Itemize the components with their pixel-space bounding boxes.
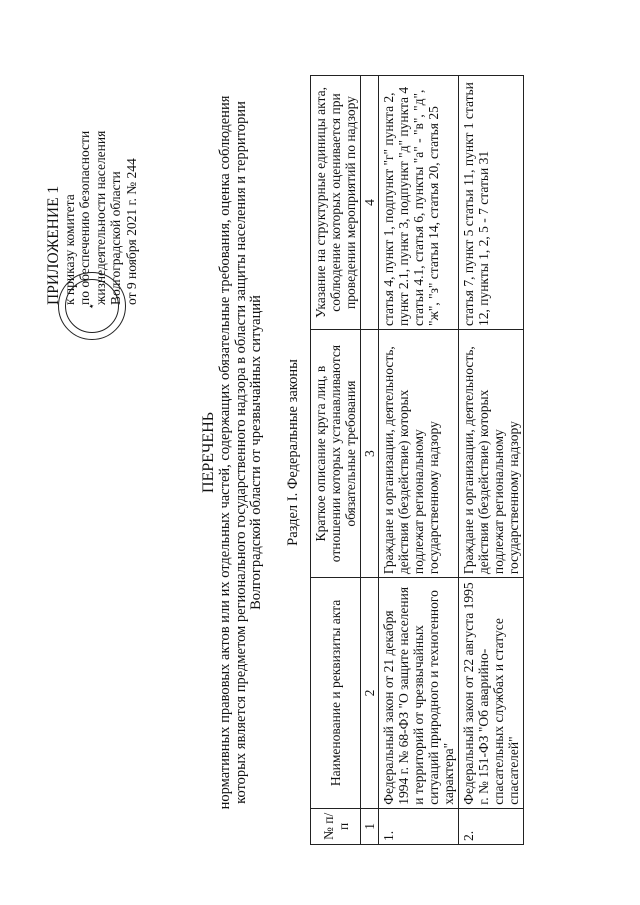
subjects-description: Граждане и организации, деятельность, действия (бездействие) которых подлежат региональному государственному надзору bbox=[379, 330, 459, 578]
official-seal-icon: ✦ bbox=[58, 272, 126, 340]
appendix-line: жизнедеятельности населения bbox=[92, 130, 108, 305]
column-number: 1 bbox=[361, 808, 379, 844]
acts-table bbox=[310, 75, 524, 845]
column-number: 3 bbox=[361, 330, 379, 578]
subjects-description: Граждане и организации, деятельность, действия (бездействие) которых подлежат региональному государственному надзору bbox=[459, 330, 524, 578]
subtitle-line: которых является предметом регионального государственного надзора в области защиты населения и территории bbox=[232, 101, 249, 804]
column-number: 2 bbox=[361, 578, 379, 809]
structural-units: статья 4, пункт 1, подпункт "г" пункта 2, пункт 2.1, пункт 3, подпункт "д" пункта 4 статьи 4.1, статья 6, пункты "а" - "в", "д", "ж", "з" статьи 14, статья 20, статья 25 bbox=[379, 76, 459, 330]
appendix-line: от 9 ноября 2021 г. № 244 bbox=[123, 158, 139, 305]
appendix-block bbox=[46, 50, 139, 305]
subtitle-line: нормативных правовых актов или их отдельных частей, содержащих обязательные требования, оценка соблюдения bbox=[217, 95, 233, 810]
subtitle-line: Волгоградской области от чрезвычайных ситуаций bbox=[248, 295, 264, 610]
appendix-line: Волгоградской области bbox=[108, 171, 123, 305]
document-title: ПЕРЕЧЕНЬ bbox=[200, 412, 217, 493]
row-number: 2. bbox=[459, 808, 524, 844]
header-cell: Краткое описание круга лиц, в отношении которых устанавливаются обязательные требования bbox=[311, 330, 361, 578]
document-subtitle bbox=[218, 0, 265, 905]
act-name: Федеральный закон от 21 декабря 1994 г. № 68-ФЗ "О защите населения и территорий от чрезвычайных ситуаций природного и техногенного характера" bbox=[379, 578, 459, 809]
act-name: Федеральный закон от 22 августа 1995 г. № 151-ФЗ "Об аварийно-спасательных службах и статусе спасателей" bbox=[459, 578, 524, 809]
table-row bbox=[379, 76, 459, 845]
appendix-title: ПРИЛОЖЕНИЕ 1 bbox=[45, 185, 62, 305]
column-number: 4 bbox=[361, 76, 379, 330]
appendix-line: к приказу комитета bbox=[61, 194, 77, 305]
appendix-line: по обеспечению безопасности bbox=[77, 130, 92, 305]
row-number: 1. bbox=[379, 808, 459, 844]
header-cell: Наименование и реквизиты акта bbox=[311, 578, 361, 809]
section-heading: Раздел I. Федеральные законы bbox=[285, 359, 301, 546]
column-number-row bbox=[361, 76, 379, 845]
table-row bbox=[459, 76, 524, 845]
structural-units: статья 7, пункт 5 статьи 11, пункт 1 статьи 12, пункты 1, 2, 5 - 7 статьи 31 bbox=[459, 76, 524, 330]
header-cell: № п/п bbox=[311, 808, 361, 844]
table-header-row bbox=[311, 76, 361, 845]
header-cell: Указание на структурные единицы акта, соблюдение которых оценивается при проведении мероприятий по надзору bbox=[311, 76, 361, 330]
